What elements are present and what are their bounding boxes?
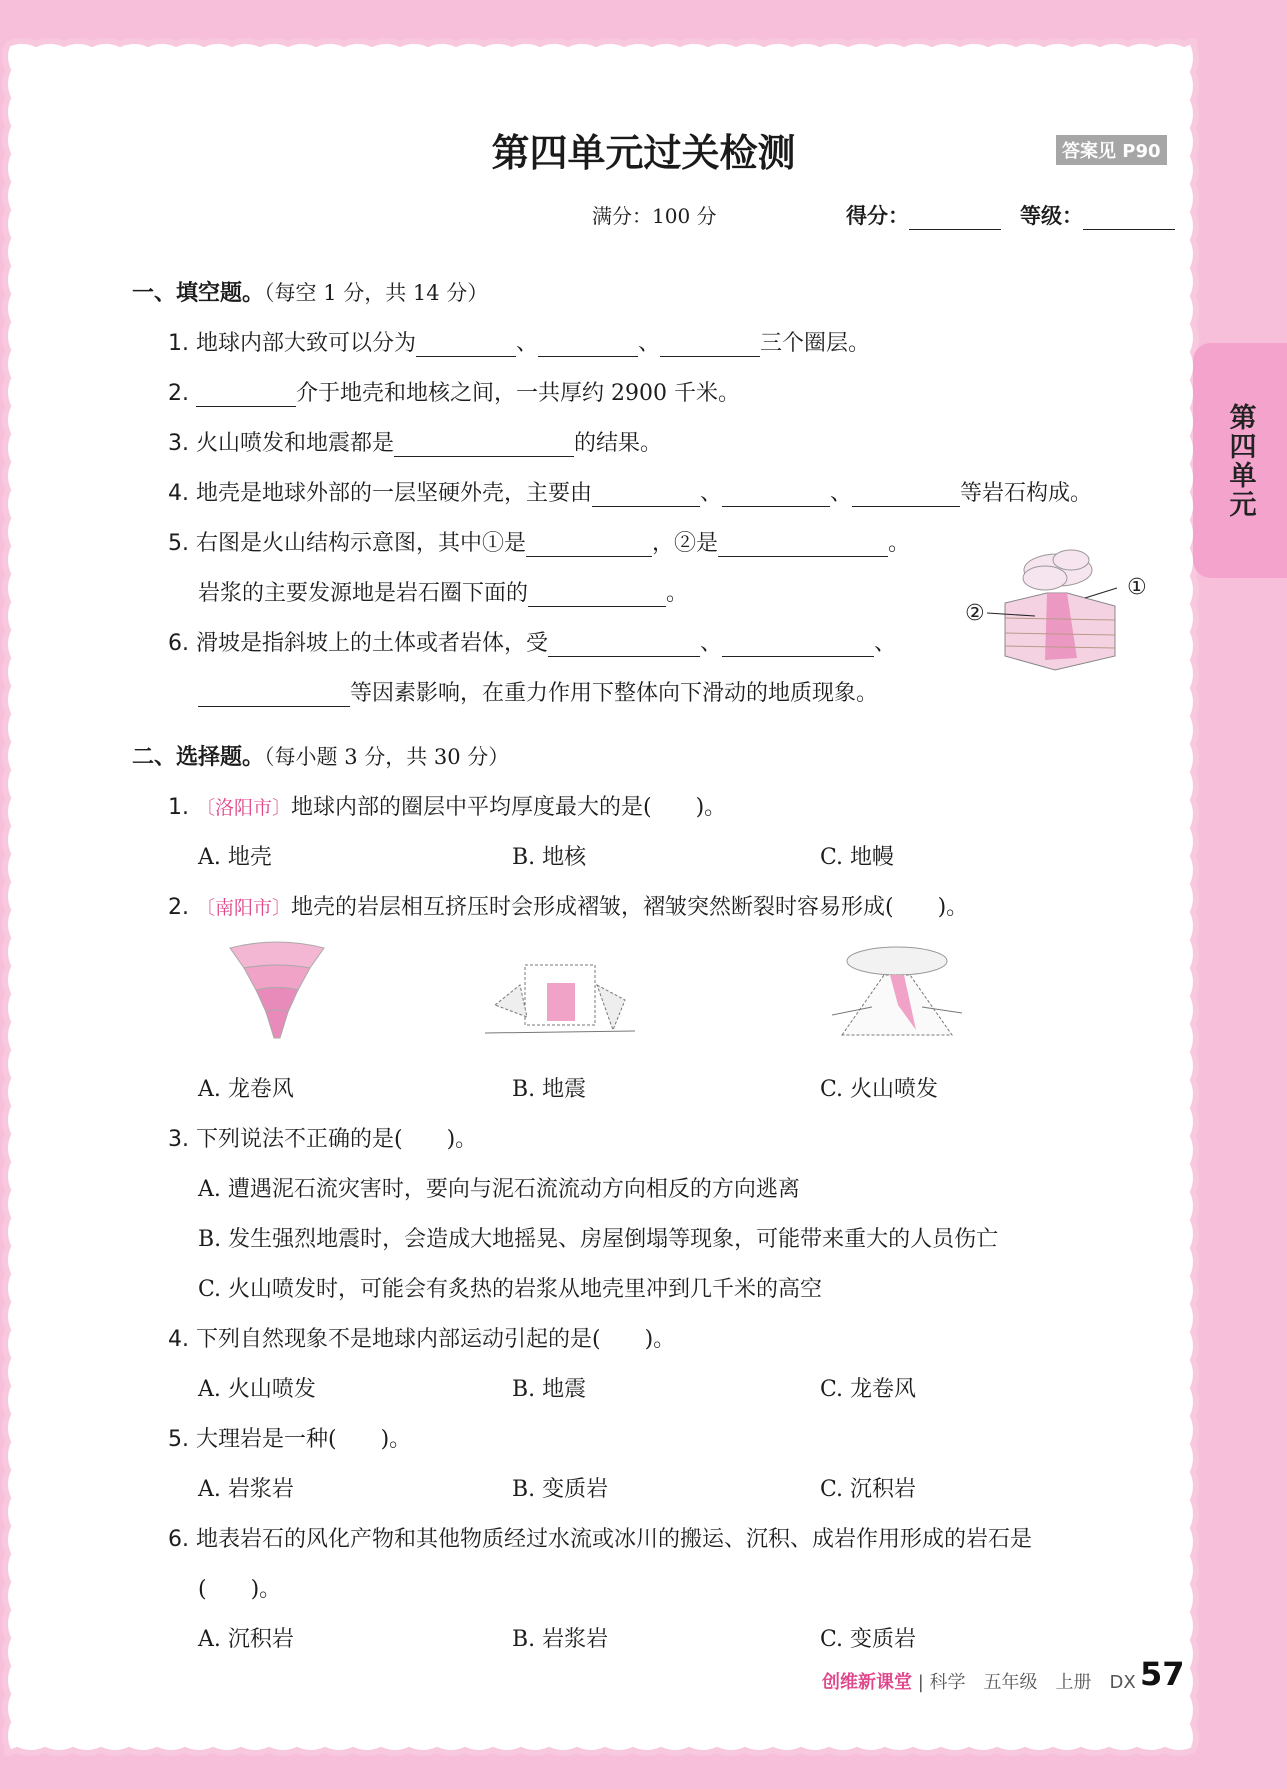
question-text: 。 bbox=[666, 581, 689, 606]
choice-question-1 bbox=[168, 790, 726, 821]
source-tag: 〔洛阳市〕 bbox=[196, 797, 292, 819]
volcano-eruption-image bbox=[832, 945, 962, 1045]
footer-separator: | bbox=[917, 1672, 924, 1693]
option-b[interactable]: B. 变质岩 bbox=[512, 1477, 609, 1502]
choice-question-6-line2: ( )。 bbox=[198, 1577, 282, 1602]
question-text: 下列说法不正确的是( )。 bbox=[196, 1127, 478, 1152]
option-a[interactable]: A. 岩浆岩 bbox=[198, 1477, 294, 1502]
figure-label-1: ① bbox=[1127, 575, 1147, 600]
option-a[interactable]: A. 地壳 bbox=[198, 845, 272, 870]
question-text: 等因素影响，在重力作用下整体向下滑动的地质现象。 bbox=[350, 681, 879, 706]
question-text: 、 bbox=[516, 331, 539, 356]
question-text: 。 bbox=[888, 531, 911, 556]
question-text: 的结果。 bbox=[574, 431, 663, 456]
question-text: 地球内部大致可以分为 bbox=[196, 331, 417, 356]
question-number: 1. bbox=[168, 331, 189, 356]
fill-question-5-line2 bbox=[198, 576, 688, 607]
question-text: 、 bbox=[638, 331, 661, 356]
option-c[interactable]: C. 龙卷风 bbox=[820, 1377, 917, 1402]
option-c[interactable]: C. 地幔 bbox=[820, 845, 895, 870]
section-note: （每小题 3 分，共 30 分） bbox=[264, 745, 510, 769]
section-heading-text: 一、填空题。 bbox=[132, 281, 265, 306]
question-text: 右图是火山结构示意图，其中①是 bbox=[196, 531, 527, 556]
tornado-image bbox=[222, 940, 332, 1045]
section-note: （每空 1 分，共 14 分） bbox=[264, 281, 489, 305]
answer-blank[interactable] bbox=[526, 534, 652, 557]
answer-blank[interactable] bbox=[528, 584, 666, 607]
question-number: 4. bbox=[168, 1327, 189, 1352]
grade-field bbox=[1020, 200, 1175, 230]
section-fill-in-heading bbox=[132, 276, 488, 307]
question-number: 2. bbox=[168, 381, 189, 406]
question-number: 5. bbox=[168, 531, 189, 556]
question-text: 岩浆的主要发源地是岩石圈下面的 bbox=[198, 581, 529, 606]
answer-blank[interactable] bbox=[722, 634, 874, 657]
question-text: 地球内部的圈层中平均厚度最大的是( )。 bbox=[291, 795, 727, 820]
question-text: 介于地壳和地核之间，一共厚约 2900 千米。 bbox=[296, 381, 740, 406]
option-b[interactable]: B. 地核 bbox=[512, 845, 587, 870]
page-title: 第四单元过关检测 bbox=[491, 131, 796, 175]
question-number: 5. bbox=[168, 1427, 189, 1452]
option-c[interactable]: C. 火山喷发时，可能会有炙热的岩浆从地壳里冲到几千米的高空 bbox=[198, 1277, 823, 1302]
answer-blank[interactable] bbox=[722, 484, 830, 507]
choice-question-6 bbox=[168, 1522, 1032, 1553]
question-text: 滑坡是指斜坡上的土体或者岩体，受 bbox=[196, 631, 549, 656]
question-text: 等岩石构成。 bbox=[960, 481, 1093, 506]
section-heading-text: 二、选择题。 bbox=[132, 745, 265, 770]
question-text: 火山喷发和地震都是 bbox=[196, 431, 395, 456]
question-text: 地壳是地球外部的一层坚硬外壳，主要由 bbox=[196, 481, 593, 506]
question-text: 、 bbox=[700, 631, 723, 656]
page-number: 57 bbox=[1140, 1655, 1185, 1693]
question-text: 、 bbox=[700, 481, 723, 506]
volcano-structure-figure bbox=[965, 548, 1155, 673]
choice-question-4 bbox=[168, 1322, 675, 1353]
section-multiple-choice-heading bbox=[132, 740, 509, 771]
question-number: 6. bbox=[168, 631, 189, 656]
fill-question-5 bbox=[168, 526, 910, 557]
fill-question-6-line2 bbox=[198, 676, 878, 707]
question-number: 2. bbox=[168, 895, 189, 920]
choice-question-2 bbox=[168, 890, 968, 921]
answer-blank[interactable] bbox=[196, 384, 296, 407]
figure-label-2: ② bbox=[965, 601, 985, 626]
choice-question-5 bbox=[168, 1422, 411, 1453]
volcano-structure-illustration bbox=[965, 548, 1155, 673]
unit-side-tab-label: 第四单元 bbox=[1224, 402, 1256, 519]
answer-blank[interactable] bbox=[592, 484, 700, 507]
option-a[interactable]: A. 龙卷风 bbox=[198, 1077, 294, 1102]
option-b[interactable]: B. 地震 bbox=[512, 1077, 587, 1102]
grade-blank bbox=[1083, 207, 1175, 230]
score-label: 得分： bbox=[846, 204, 909, 228]
question-number: 1. bbox=[168, 795, 189, 820]
answer-blank[interactable] bbox=[852, 484, 960, 507]
question-text: 三个圈层。 bbox=[760, 331, 871, 356]
question-number: 6. bbox=[168, 1527, 189, 1552]
score-blank bbox=[909, 207, 1001, 230]
question-number: 3. bbox=[168, 431, 189, 456]
unit-side-tab bbox=[1193, 343, 1287, 578]
option-a[interactable]: A. 沉积岩 bbox=[198, 1627, 294, 1652]
question-number: 3. bbox=[168, 1127, 189, 1152]
fill-question-2 bbox=[168, 376, 740, 407]
answer-blank[interactable] bbox=[394, 434, 574, 457]
score-field bbox=[846, 200, 1001, 230]
question-text: 下列自然现象不是地球内部运动引起的是( )。 bbox=[196, 1327, 676, 1352]
answer-blank[interactable] bbox=[548, 634, 700, 657]
answer-blank[interactable] bbox=[198, 684, 350, 707]
source-tag: 〔南阳市〕 bbox=[196, 897, 292, 919]
question-number: 4. bbox=[168, 481, 189, 506]
question-text: 地壳的岩层相互挤压时会形成褶皱，褶皱突然断裂时容易形成( )。 bbox=[291, 895, 969, 920]
answer-blank[interactable] bbox=[718, 534, 888, 557]
option-a[interactable]: A. 遭遇泥石流灾害时，要向与泥石流流动方向相反的方向逃离 bbox=[198, 1177, 800, 1202]
fill-question-6 bbox=[168, 626, 896, 657]
grade-label: 等级： bbox=[1020, 204, 1083, 228]
option-b[interactable]: B. 岩浆岩 bbox=[512, 1627, 609, 1652]
fill-question-3 bbox=[168, 426, 662, 457]
footer-brand: 创维新课堂 bbox=[822, 1672, 912, 1693]
option-c[interactable]: C. 沉积岩 bbox=[820, 1477, 917, 1502]
full-score-label: 满分：100 分 bbox=[592, 204, 717, 228]
page-footer bbox=[822, 1668, 1136, 1694]
option-c[interactable]: C. 火山喷发 bbox=[820, 1077, 939, 1102]
option-a[interactable]: A. 火山喷发 bbox=[198, 1377, 316, 1402]
option-b[interactable]: B. 发生强烈地震时，会造成大地摇晃、房屋倒塌等现象，可能带来重大的人员伤亡 bbox=[198, 1227, 999, 1252]
question-text: 大理岩是一种( )。 bbox=[196, 1427, 412, 1452]
question-text: 、 bbox=[830, 481, 853, 506]
earthquake-image bbox=[485, 945, 635, 1045]
question-text: 地表岩石的风化产物和其他物质经过水流或冰川的搬运、沉积、成岩作用形成的岩石是 bbox=[196, 1527, 1033, 1552]
footer-book-info: 科学 五年级 上册 DX bbox=[929, 1672, 1136, 1693]
answer-reference-badge: 答案见 P90 bbox=[1056, 135, 1167, 165]
fill-question-4 bbox=[168, 476, 1092, 507]
option-c[interactable]: C. 变质岩 bbox=[820, 1627, 917, 1652]
choice-question-3 bbox=[168, 1122, 477, 1153]
answer-blank[interactable] bbox=[538, 334, 638, 357]
question-text: 、 bbox=[874, 631, 897, 656]
fill-question-1 bbox=[168, 326, 870, 357]
option-b[interactable]: B. 地震 bbox=[512, 1377, 587, 1402]
answer-blank[interactable] bbox=[660, 334, 760, 357]
question-text: ，②是 bbox=[652, 531, 719, 556]
answer-blank[interactable] bbox=[416, 334, 516, 357]
